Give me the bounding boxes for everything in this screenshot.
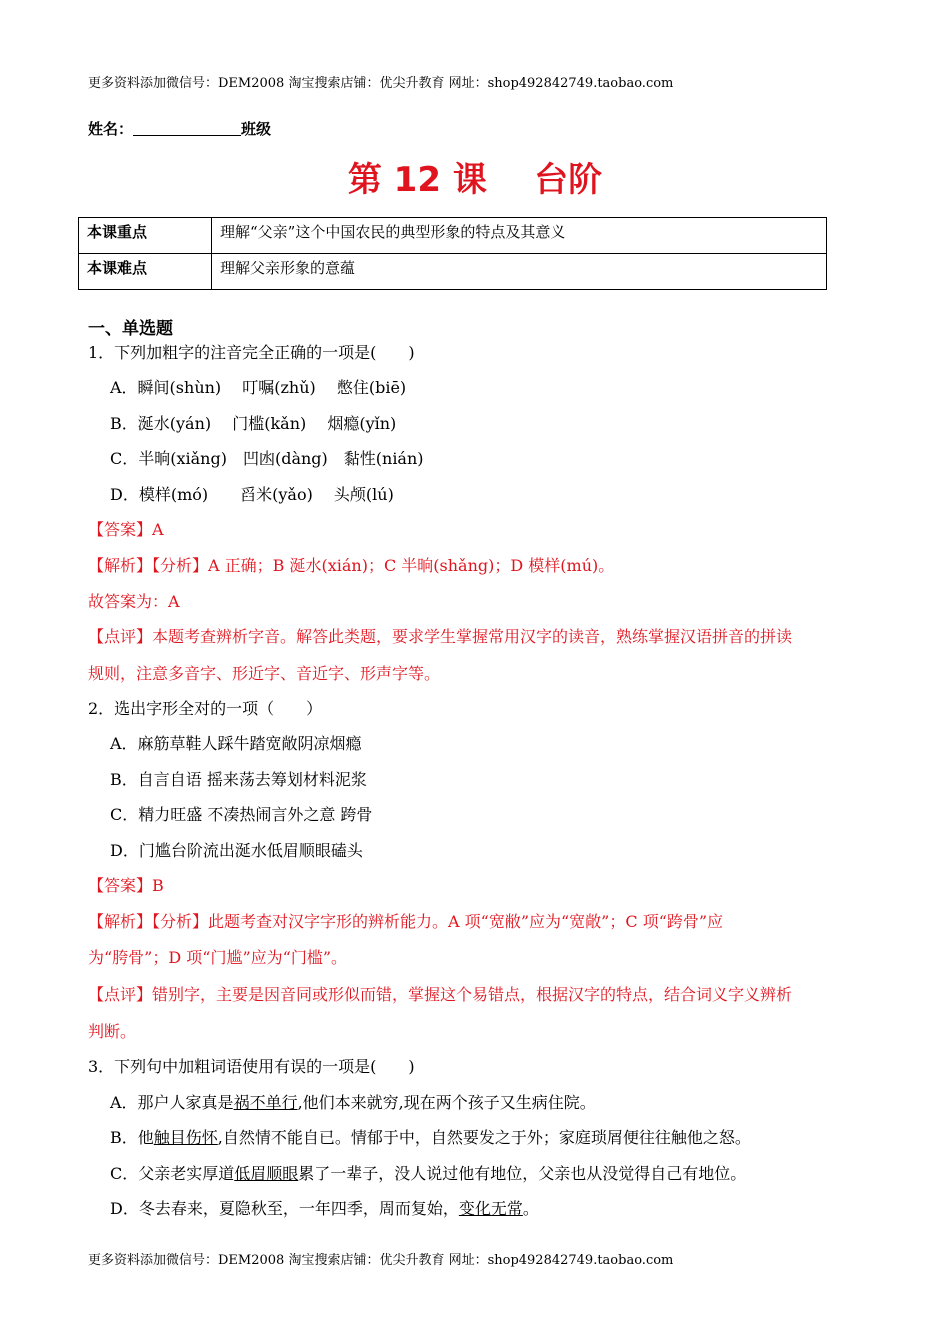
option-text: 。 — [522, 1199, 539, 1218]
q2-analysis-line1: 【解析】【分析】此题考查对汉字字形的辨析能力。A 项“宽敝”应为“宽敞”；C 项“跨骨”应 — [88, 912, 724, 931]
q2-comment-line1: 【点评】错别字，主要是因音同或形似而错，掌握这个易错点，根据汉字的特点，结合词义字义辨析 — [88, 985, 793, 1004]
underlined-term: 祸不单行 — [233, 1093, 298, 1112]
q3-option-c — [110, 1161, 746, 1184]
q2-option-d: D．门尴台阶流出涎水低眉顺眼磕头 — [110, 841, 363, 860]
option-text: B．他 — [110, 1128, 154, 1147]
section-title: 一、单选题 — [88, 319, 173, 339]
q3-option-b — [110, 1125, 751, 1148]
name-blank — [133, 121, 241, 136]
q1-answer: 【答案】A — [88, 520, 164, 539]
q2-option-b: B．自言自语 摇来荡去筹划材料泥浆 — [110, 770, 367, 789]
difficulty-label: 本课难点 — [79, 254, 212, 290]
option-text: A．那户人家真是 — [110, 1093, 234, 1112]
q2-option-a: A．麻筋草鞋人踩牛踏宽敞阴凉烟瘾 — [110, 734, 362, 753]
option-text: ,自然情不能自已。情郁于中，自然要发之于外；家庭琐屑便往往触他之怒。 — [217, 1128, 751, 1147]
q3-option-a — [110, 1090, 596, 1113]
key-text: 理解“父亲”这个中国农民的典型形象的特点及其意义 — [212, 218, 827, 254]
key-points-table — [78, 217, 827, 290]
q1-option-b: B．涎水(yán) 门槛(kǎn) 烟瘾(yǐn) — [110, 414, 397, 433]
key-label: 本课重点 — [79, 218, 212, 254]
q1-option-a: A．瞬间(shùn) 叮嘱(zhǔ) 憋住(biē) — [110, 378, 407, 397]
underlined-term: 低眉顺眼 — [234, 1164, 299, 1183]
footer-note: 更多资料添加微信号：DEM2008 淘宝搜索店铺：优尖升教育 网址：shop492842749.taobao.com — [88, 1253, 674, 1268]
q1-option-d: D．模样(mó) 舀米(yǎo) 头颅(lú) — [110, 485, 394, 504]
q1-comment-line2: 规则，注意多音字、形近字、音近字、形声字等。 — [88, 664, 441, 683]
name-field — [88, 118, 271, 139]
option-text: C．父亲老实厚道 — [110, 1164, 235, 1183]
table-row — [79, 254, 827, 290]
q2-analysis-line2: 为“胯骨”；D 项“门尴”应为“门槛”。 — [88, 948, 347, 967]
difficulty-text: 理解父亲形象的意蕴 — [212, 254, 827, 290]
underlined-term: 触目伤怀 — [153, 1128, 218, 1147]
q1-conclusion: 故答案为：A — [88, 592, 180, 611]
q1-stem: 1．下列加粗字的注音完全正确的一项是( ) — [88, 343, 415, 362]
option-text: ,他们本来就穷,现在两个孩子又生病住院。 — [297, 1093, 596, 1112]
table-row — [79, 218, 827, 254]
class-label: 班级 — [241, 120, 272, 138]
q1-comment-line1: 【点评】本题考查辨析字音。解答此类题，要求学生掌握常用汉字的读音，熟练掌握汉语拼音的拼读 — [88, 627, 793, 646]
q1-analysis: 【解析】【分析】A 正确；B 涎水(xián)；C 半晌(shǎng)；D 模样(mú)。 — [88, 556, 615, 575]
q2-option-c: C．精力旺盛 不凑热闹言外之意 跨骨 — [110, 805, 373, 824]
page-title: 第 12 课 台阶 — [347, 160, 603, 200]
q3-option-d — [110, 1196, 539, 1219]
q2-stem: 2．选出字形全对的一项（ ） — [88, 699, 323, 718]
q1-option-c: C．半晌(xiǎng) 凹凼(dàng) 黏性(nián) — [110, 449, 424, 468]
q2-comment-line2: 判断。 — [88, 1022, 137, 1041]
header-note: 更多资料添加微信号：DEM2008 淘宝搜索店铺：优尖升教育 网址：shop492842749.taobao.com — [88, 76, 674, 91]
underlined-term: 变化无常 — [458, 1199, 523, 1218]
option-text: D．冬去春来，夏隐秋至，一年四季，周而复始， — [110, 1199, 459, 1218]
name-label: 姓名： — [88, 120, 134, 138]
q2-answer: 【答案】B — [88, 876, 164, 895]
q3-stem: 3．下列句中加粗词语使用有误的一项是( ) — [88, 1057, 415, 1076]
option-text: 累了一辈子，没人说过他有地位，父亲也从没觉得自己有地位。 — [298, 1164, 747, 1183]
